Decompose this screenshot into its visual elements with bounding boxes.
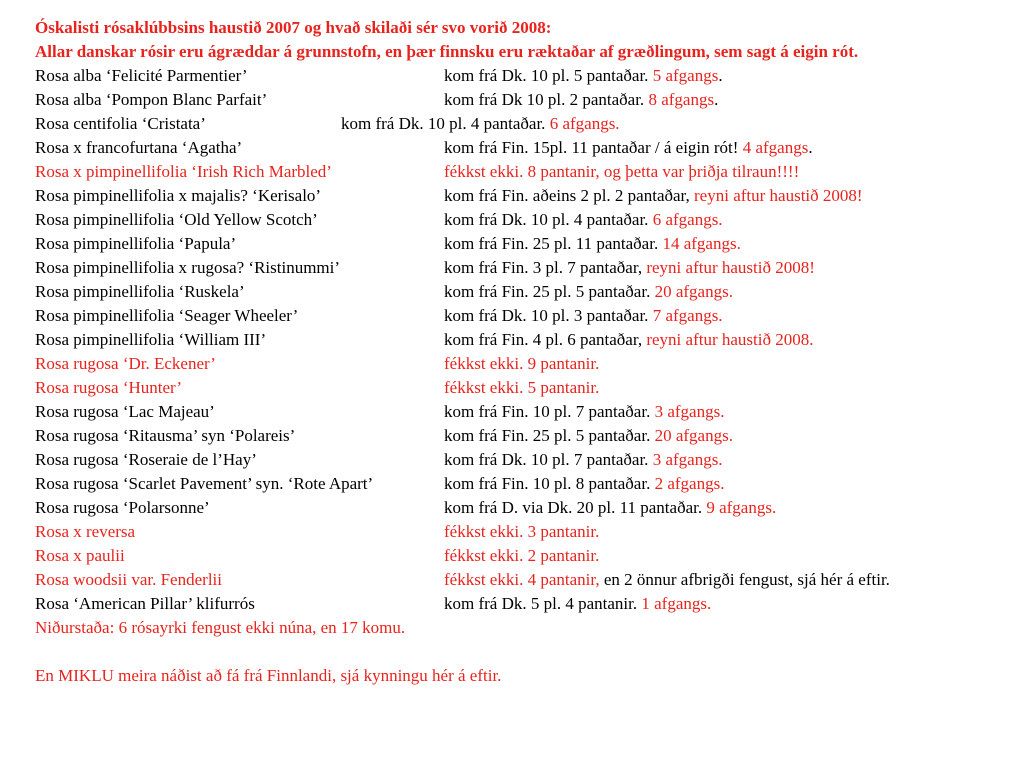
status-text: kom frá Dk. 5 pl. 4 pantanir. — [444, 594, 638, 613]
status-tail: . — [808, 138, 813, 157]
rose-status — [341, 112, 620, 136]
rose-status — [444, 184, 863, 208]
rose-name: Rosa alba ‘Felicité Parmentier’ — [35, 66, 248, 85]
status-text: fékkst ekki. 3 pantanir. — [444, 522, 600, 541]
status-tail: en 2 önnur afbrigði fengust, sjá hér á eftir. — [603, 570, 890, 589]
status-note: 6 afgangs. — [549, 114, 620, 133]
slide-content — [35, 16, 1015, 688]
status-text: kom frá Dk. 10 pl. 3 pantaðar. — [444, 306, 649, 325]
rose-name: Rosa pimpinellifolia x rugosa? ‘Ristinummi’ — [35, 258, 341, 277]
status-text: kom frá Dk 10 pl. 2 pantaðar. — [444, 90, 645, 109]
list-item — [35, 232, 1015, 256]
rose-name: Rosa x pimpinellifolia ‘Irish Rich Marbled’ — [35, 162, 332, 181]
status-note: 6 afgangs. — [652, 210, 723, 229]
rose-name: Rosa x reversa — [35, 522, 136, 541]
rose-name: Rosa pimpinellifolia x majalis? ‘Kerisalo’ — [35, 186, 322, 205]
status-text: kom frá Fin. 25 pl. 5 pantaðar. — [444, 426, 651, 445]
status-text: fékkst ekki. 8 pantanir, og þetta var þriðja tilraun!!!! — [444, 162, 800, 181]
status-note: 3 afgangs. — [654, 402, 725, 421]
rose-name: Rosa pimpinellifolia ‘Ruskela’ — [35, 282, 245, 301]
spacer — [35, 640, 1015, 664]
status-note: reyni aftur haustið 2008! — [694, 186, 863, 205]
status-text: kom frá Fin. 10 pl. 7 pantaðar. — [444, 402, 651, 421]
rose-name: Rosa x paulii — [35, 546, 125, 565]
status-text: kom frá D. via Dk. 20 pl. 11 pantaðar. — [444, 498, 703, 517]
rose-name: Rosa x francofurtana ‘Agatha’ — [35, 138, 243, 157]
list-item — [35, 376, 1015, 400]
list-item — [35, 112, 1015, 136]
rose-name: Rosa rugosa ‘Polarsonne’ — [35, 498, 210, 517]
status-note: 20 afgangs. — [654, 282, 733, 301]
status-tail: . — [718, 66, 723, 85]
list-item — [35, 352, 1015, 376]
status-note: 7 afgangs. — [652, 306, 723, 325]
list-item — [35, 184, 1015, 208]
status-text: fékkst ekki. 5 pantanir. — [444, 378, 600, 397]
status-note: 8 afgangs — [648, 90, 715, 109]
rose-status — [444, 88, 718, 112]
rose-name: Rosa pimpinellifolia ‘Old Yellow Scotch’ — [35, 210, 318, 229]
rose-status — [444, 376, 599, 400]
rose-name: Rosa centifolia ‘Cristata’ — [35, 114, 206, 133]
list-item — [35, 520, 1015, 544]
list-item — [35, 472, 1015, 496]
status-note: 20 afgangs. — [654, 426, 733, 445]
status-text: fékkst ekki. 4 pantanir, — [444, 570, 600, 589]
rose-status — [444, 208, 723, 232]
rose-name: Rosa rugosa ‘Roseraie de l’Hay’ — [35, 450, 257, 469]
rose-status — [444, 520, 599, 544]
rose-name: Rosa ‘American Pillar’ klifurrós — [35, 594, 255, 613]
rose-status — [444, 496, 776, 520]
rose-name: Rosa rugosa ‘Lac Majeau’ — [35, 402, 215, 421]
status-text: kom frá Fin. 4 pl. 6 pantaðar, — [444, 330, 643, 349]
status-text: kom frá Fin. 25 pl. 11 pantaðar. — [444, 234, 659, 253]
status-text: fékkst ekki. 9 pantanir. — [444, 354, 600, 373]
rose-name: Rosa pimpinellifolia ‘Seager Wheeler’ — [35, 306, 299, 325]
rose-name: Rosa rugosa ‘Dr. Eckener’ — [35, 354, 216, 373]
status-note: 9 afgangs. — [706, 498, 777, 517]
status-text: kom frá Fin. 25 pl. 5 pantaðar. — [444, 282, 651, 301]
list-item — [35, 256, 1015, 280]
status-text: kom frá Fin. aðeins 2 pl. 2 pantaðar, — [444, 186, 690, 205]
rose-status — [444, 568, 890, 592]
list-item — [35, 88, 1015, 112]
rose-status — [444, 304, 723, 328]
rose-name: Rosa rugosa ‘Ritausma’ syn ‘Polareis’ — [35, 426, 296, 445]
rose-status — [444, 232, 741, 256]
rose-status — [444, 256, 815, 280]
status-note: 2 afgangs. — [654, 474, 725, 493]
rose-name: Rosa pimpinellifolia ‘Papula’ — [35, 234, 237, 253]
status-text: kom frá Fin. 15pl. 11 pantaðar / á eigin rót! — [444, 138, 739, 157]
status-text: fékkst ekki. 2 pantanir. — [444, 546, 600, 565]
page-subtitle: Allar danskar rósir eru ágræddar á grunnstofn, en þær finnsku eru ræktaðar af græðlingum, sem sagt á eigin rót. — [35, 42, 859, 61]
list-item — [35, 304, 1015, 328]
rose-status — [444, 64, 723, 88]
list-item — [35, 208, 1015, 232]
list-item — [35, 64, 1015, 88]
status-note: reyni aftur haustið 2008! — [646, 258, 815, 277]
list-item — [35, 544, 1015, 568]
status-text: kom frá Dk. 10 pl. 4 pantaðar. — [341, 114, 546, 133]
rose-status — [444, 280, 733, 304]
list-item — [35, 592, 1015, 616]
status-text: kom frá Dk. 10 pl. 4 pantaðar. — [444, 210, 649, 229]
list-item — [35, 136, 1015, 160]
rose-status — [444, 328, 813, 352]
rose-status — [444, 136, 813, 160]
status-note: reyni aftur haustið 2008. — [646, 330, 814, 349]
finland-note: En MIKLU meira náðist að fá frá Finnlandi, sjá kynningu hér á eftir. — [35, 666, 502, 685]
status-text: kom frá Fin. 3 pl. 7 pantaðar, — [444, 258, 643, 277]
status-text: kom frá Dk. 10 pl. 7 pantaðar. — [444, 450, 649, 469]
rose-status — [444, 352, 599, 376]
list-item — [35, 568, 1015, 592]
status-note: 5 afgangs — [652, 66, 719, 85]
list-item — [35, 424, 1015, 448]
rose-status — [444, 592, 711, 616]
list-item — [35, 496, 1015, 520]
status-text: kom frá Dk. 10 pl. 5 pantaðar. — [444, 66, 649, 85]
status-note: 1 afgangs. — [641, 594, 712, 613]
rose-name: Rosa rugosa ‘Hunter’ — [35, 378, 182, 397]
list-item — [35, 448, 1015, 472]
list-item — [35, 160, 1015, 184]
rose-status — [444, 160, 799, 184]
status-note: 4 afgangs — [742, 138, 809, 157]
rose-list — [35, 64, 1015, 616]
status-note: 14 afgangs. — [662, 234, 741, 253]
rose-name: Rosa pimpinellifolia ‘William III’ — [35, 330, 267, 349]
status-note: 3 afgangs. — [652, 450, 723, 469]
status-tail: . — [714, 90, 719, 109]
list-item — [35, 400, 1015, 424]
rose-name: Rosa alba ‘Pompon Blanc Parfait’ — [35, 90, 268, 109]
rose-name: Rosa woodsii var. Fenderlii — [35, 570, 222, 589]
rose-status — [444, 544, 599, 568]
list-item — [35, 280, 1015, 304]
status-text: kom frá Fin. 10 pl. 8 pantaðar. — [444, 474, 651, 493]
rose-status — [444, 472, 724, 496]
rose-status — [444, 424, 733, 448]
rose-status — [444, 400, 724, 424]
list-item — [35, 328, 1015, 352]
rose-status — [444, 448, 723, 472]
rose-name: Rosa rugosa ‘Scarlet Pavement’ syn. ‘Rote Apart’ — [35, 474, 374, 493]
page-title: Óskalisti rósaklúbbsins haustið 2007 og hvað skilaði sér svo vorið 2008: — [35, 18, 552, 37]
conclusion-text: Niðurstaða: 6 rósayrki fengust ekki núna, en 17 komu. — [35, 618, 406, 637]
